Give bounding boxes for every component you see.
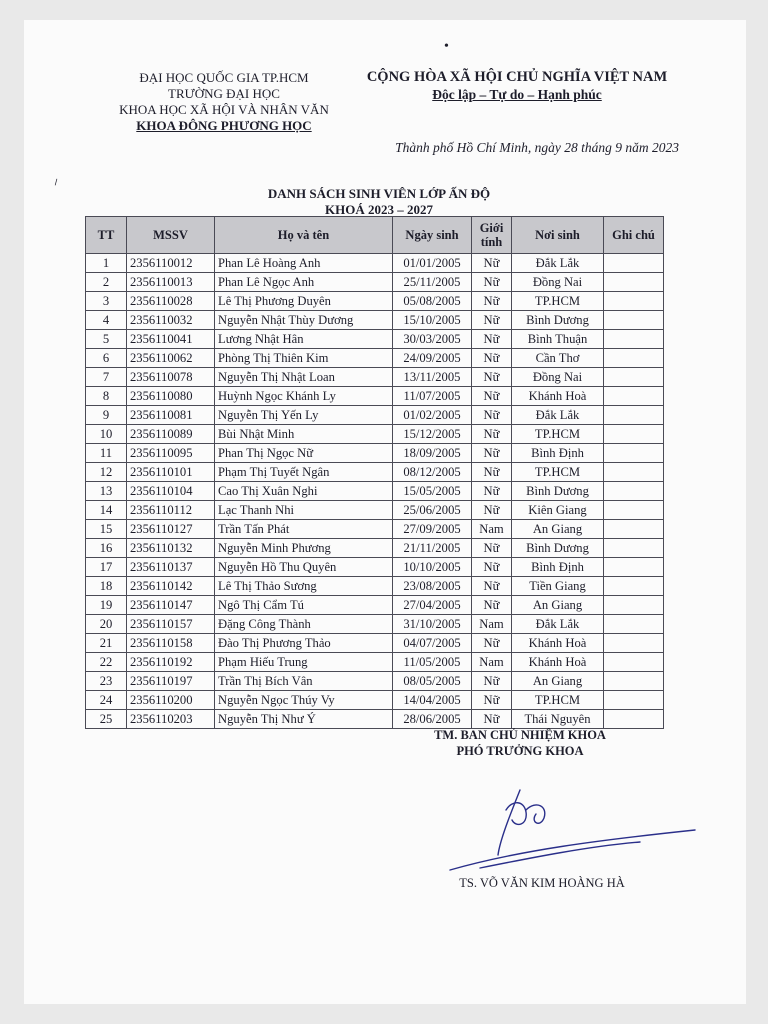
cell-mssv: 2356110112 bbox=[127, 501, 215, 520]
cell-mssv: 2356110080 bbox=[127, 387, 215, 406]
cell-name: Lạc Thanh Nhi bbox=[215, 501, 393, 520]
cell-place: Bình Dương bbox=[512, 311, 604, 330]
table-row bbox=[86, 273, 664, 292]
cell-tt: 17 bbox=[86, 558, 127, 577]
col-header-place: Nơi sinh bbox=[512, 217, 604, 254]
cell-note bbox=[604, 273, 664, 292]
cell-tt: 24 bbox=[86, 691, 127, 710]
cell-gender: Nữ bbox=[472, 463, 512, 482]
cell-name: Bùi Nhật Minh bbox=[215, 425, 393, 444]
col-header-gender: Giới tính bbox=[472, 217, 512, 254]
table-row bbox=[86, 349, 664, 368]
table-row bbox=[86, 558, 664, 577]
cell-note bbox=[604, 349, 664, 368]
cell-tt: 16 bbox=[86, 539, 127, 558]
student-roster-table bbox=[85, 216, 664, 729]
cell-tt: 20 bbox=[86, 615, 127, 634]
cell-name: Lê Thị Thảo Sương bbox=[215, 577, 393, 596]
cell-name: Lương Nhật Hân bbox=[215, 330, 393, 349]
cell-gender: Nam bbox=[472, 520, 512, 539]
cell-place: Đắk Lắk bbox=[512, 254, 604, 273]
cell-note bbox=[604, 558, 664, 577]
table-row bbox=[86, 710, 664, 729]
table-row bbox=[86, 520, 664, 539]
cell-place: Cần Thơ bbox=[512, 349, 604, 368]
cell-note bbox=[604, 482, 664, 501]
cell-mssv: 2356110142 bbox=[127, 577, 215, 596]
cell-name: Trần Tấn Phát bbox=[215, 520, 393, 539]
cell-gender: Nữ bbox=[472, 558, 512, 577]
cell-mssv: 2356110089 bbox=[127, 425, 215, 444]
cell-gender: Nữ bbox=[472, 482, 512, 501]
cell-gender: Nữ bbox=[472, 254, 512, 273]
table-row bbox=[86, 463, 664, 482]
cell-mssv: 2356110158 bbox=[127, 634, 215, 653]
cell-tt: 11 bbox=[86, 444, 127, 463]
cell-tt: 14 bbox=[86, 501, 127, 520]
cell-gender: Nữ bbox=[472, 710, 512, 729]
cell-dob: 21/11/2005 bbox=[393, 539, 472, 558]
table-row bbox=[86, 577, 664, 596]
cell-place: Thái Nguyên bbox=[512, 710, 604, 729]
cell-place: Bình Định bbox=[512, 558, 604, 577]
cell-mssv: 2356110032 bbox=[127, 311, 215, 330]
table-row bbox=[86, 691, 664, 710]
cell-tt: 4 bbox=[86, 311, 127, 330]
cell-gender: Nữ bbox=[472, 292, 512, 311]
cell-place: Bình Dương bbox=[512, 482, 604, 501]
cell-mssv: 2356110095 bbox=[127, 444, 215, 463]
cell-mssv: 2356110081 bbox=[127, 406, 215, 425]
cell-tt: 2 bbox=[86, 273, 127, 292]
cell-name: Nguyễn Minh Phương bbox=[215, 539, 393, 558]
cell-dob: 10/10/2005 bbox=[393, 558, 472, 577]
document-title bbox=[184, 186, 574, 218]
cell-gender: Nữ bbox=[472, 634, 512, 653]
table-row bbox=[86, 653, 664, 672]
cell-dob: 05/08/2005 bbox=[393, 292, 472, 311]
university-name: ĐẠI HỌC QUỐC GIA TP.HCM bbox=[139, 70, 309, 85]
cell-name: Phạm Hiếu Trung bbox=[215, 653, 393, 672]
cell-place: TP.HCM bbox=[512, 691, 604, 710]
cell-mssv: 2356110203 bbox=[127, 710, 215, 729]
cell-dob: 11/05/2005 bbox=[393, 653, 472, 672]
cell-note bbox=[604, 254, 664, 273]
cell-name: Phan Thị Ngọc Nữ bbox=[215, 444, 393, 463]
cell-mssv: 2356110200 bbox=[127, 691, 215, 710]
table-row bbox=[86, 634, 664, 653]
cell-place: TP.HCM bbox=[512, 292, 604, 311]
cell-dob: 18/09/2005 bbox=[393, 444, 472, 463]
table-body bbox=[86, 254, 664, 729]
cell-tt: 3 bbox=[86, 292, 127, 311]
cell-note bbox=[604, 406, 664, 425]
cell-dob: 31/10/2005 bbox=[393, 615, 472, 634]
cell-gender: Nữ bbox=[472, 501, 512, 520]
cell-dob: 13/11/2005 bbox=[393, 368, 472, 387]
cell-place: Đồng Nai bbox=[512, 273, 604, 292]
school-name-line1: TRƯỜNG ĐẠI HỌC bbox=[168, 86, 280, 101]
cell-tt: 10 bbox=[86, 425, 127, 444]
cell-note bbox=[604, 634, 664, 653]
col-header-name: Họ và tên bbox=[215, 217, 393, 254]
cell-tt: 6 bbox=[86, 349, 127, 368]
cell-dob: 23/08/2005 bbox=[393, 577, 472, 596]
cell-dob: 24/09/2005 bbox=[393, 349, 472, 368]
cell-mssv: 2356110192 bbox=[127, 653, 215, 672]
cell-mssv: 2356110137 bbox=[127, 558, 215, 577]
cell-note bbox=[604, 368, 664, 387]
cell-mssv: 2356110062 bbox=[127, 349, 215, 368]
col-header-dob: Ngày sinh bbox=[393, 217, 472, 254]
signer-name: TS. VÕ VĂN KIM HOÀNG HÀ bbox=[459, 876, 625, 890]
cell-gender: Nam bbox=[472, 615, 512, 634]
cell-place: TP.HCM bbox=[512, 425, 604, 444]
signature-role-line2: PHÓ TRƯỞNG KHOA bbox=[456, 744, 584, 758]
title-line1: DANH SÁCH SINH VIÊN LỚP ẤN ĐỘ bbox=[267, 186, 491, 201]
cell-gender: Nữ bbox=[472, 311, 512, 330]
signature-block bbox=[400, 727, 640, 759]
cell-name: Lê Thị Phương Duyên bbox=[215, 292, 393, 311]
cell-mssv: 2356110101 bbox=[127, 463, 215, 482]
table-row bbox=[86, 672, 664, 691]
table-row bbox=[86, 482, 664, 501]
cell-place: TP.HCM bbox=[512, 463, 604, 482]
cell-tt: 13 bbox=[86, 482, 127, 501]
cell-name: Nguyễn Ngọc Thúy Vy bbox=[215, 691, 393, 710]
cell-note bbox=[604, 539, 664, 558]
cell-place: Đắk Lắk bbox=[512, 615, 604, 634]
cell-dob: 08/05/2005 bbox=[393, 672, 472, 691]
cell-name: Nguyễn Thị Nhật Loan bbox=[215, 368, 393, 387]
cell-note bbox=[604, 710, 664, 729]
cell-name: Đào Thị Phương Thảo bbox=[215, 634, 393, 653]
cell-place: Bình Định bbox=[512, 444, 604, 463]
table-header-row bbox=[86, 217, 664, 254]
cell-dob: 01/02/2005 bbox=[393, 406, 472, 425]
cell-mssv: 2356110012 bbox=[127, 254, 215, 273]
cell-note bbox=[604, 463, 664, 482]
cell-dob: 15/05/2005 bbox=[393, 482, 472, 501]
cell-tt: 21 bbox=[86, 634, 127, 653]
cell-name: Nguyễn Hồ Thu Quyên bbox=[215, 558, 393, 577]
cell-gender: Nữ bbox=[472, 368, 512, 387]
cell-name: Đặng Công Thành bbox=[215, 615, 393, 634]
table-row bbox=[86, 425, 664, 444]
signature-role-line1: TM. BAN CHỦ NHIỆM KHOA bbox=[434, 728, 606, 742]
cell-gender: Nữ bbox=[472, 691, 512, 710]
cell-note bbox=[604, 520, 664, 539]
cell-gender: Nữ bbox=[472, 577, 512, 596]
cell-tt: 19 bbox=[86, 596, 127, 615]
cell-dob: 01/01/2005 bbox=[393, 254, 472, 273]
cell-place: Bình Dương bbox=[512, 539, 604, 558]
cell-tt: 18 bbox=[86, 577, 127, 596]
cell-name: Nguyễn Thị Như Ý bbox=[215, 710, 393, 729]
cell-tt: 1 bbox=[86, 254, 127, 273]
cell-dob: 11/07/2005 bbox=[393, 387, 472, 406]
cell-name: Nguyễn Thị Yến Ly bbox=[215, 406, 393, 425]
cell-tt: 25 bbox=[86, 710, 127, 729]
cell-dob: 27/09/2005 bbox=[393, 520, 472, 539]
scan-speck: • bbox=[444, 39, 449, 54]
cell-gender: Nữ bbox=[472, 349, 512, 368]
cell-place: An Giang bbox=[512, 520, 604, 539]
cell-name: Trần Thị Bích Vân bbox=[215, 672, 393, 691]
cell-tt: 22 bbox=[86, 653, 127, 672]
cell-name: Huỳnh Ngọc Khánh Ly bbox=[215, 387, 393, 406]
table-row bbox=[86, 501, 664, 520]
cell-note bbox=[604, 501, 664, 520]
cell-tt: 7 bbox=[86, 368, 127, 387]
cell-dob: 08/12/2005 bbox=[393, 463, 472, 482]
cell-place: Khánh Hoà bbox=[512, 634, 604, 653]
cell-note bbox=[604, 653, 664, 672]
cell-name: Phan Lê Ngọc Anh bbox=[215, 273, 393, 292]
cell-dob: 25/06/2005 bbox=[393, 501, 472, 520]
cell-name: Ngô Thị Cẩm Tú bbox=[215, 596, 393, 615]
cell-mssv: 2356110157 bbox=[127, 615, 215, 634]
cell-gender: Nữ bbox=[472, 539, 512, 558]
cell-dob: 27/04/2005 bbox=[393, 596, 472, 615]
school-name-line2: KHOA HỌC XÃ HỘI VÀ NHÂN VĂN bbox=[119, 102, 329, 117]
cell-gender: Nữ bbox=[472, 425, 512, 444]
cell-mssv: 2356110028 bbox=[127, 292, 215, 311]
col-header-tt: TT bbox=[86, 217, 127, 254]
table-row bbox=[86, 406, 664, 425]
national-header bbox=[352, 68, 682, 103]
table-row bbox=[86, 615, 664, 634]
cell-mssv: 2356110041 bbox=[127, 330, 215, 349]
cell-tt: 15 bbox=[86, 520, 127, 539]
cell-note bbox=[604, 615, 664, 634]
handwritten-signature bbox=[440, 770, 700, 880]
cell-mssv: 2356110078 bbox=[127, 368, 215, 387]
col-header-mssv: MSSV bbox=[127, 217, 215, 254]
pen-mark: ⸝ bbox=[48, 172, 62, 189]
cell-gender: Nữ bbox=[472, 406, 512, 425]
cell-mssv: 2356110147 bbox=[127, 596, 215, 615]
institution-header bbox=[94, 70, 354, 134]
cell-place: Khánh Hoà bbox=[512, 653, 604, 672]
table-row bbox=[86, 539, 664, 558]
cell-note bbox=[604, 425, 664, 444]
cell-gender: Nữ bbox=[472, 672, 512, 691]
cell-dob: 04/07/2005 bbox=[393, 634, 472, 653]
table-row bbox=[86, 330, 664, 349]
cell-tt: 8 bbox=[86, 387, 127, 406]
cell-note bbox=[604, 330, 664, 349]
cell-tt: 23 bbox=[86, 672, 127, 691]
cell-note bbox=[604, 311, 664, 330]
cell-dob: 14/04/2005 bbox=[393, 691, 472, 710]
cell-gender: Nữ bbox=[472, 387, 512, 406]
cell-place: An Giang bbox=[512, 596, 604, 615]
cell-gender: Nữ bbox=[472, 330, 512, 349]
cell-note bbox=[604, 691, 664, 710]
cell-place: Kiên Giang bbox=[512, 501, 604, 520]
cell-dob: 15/12/2005 bbox=[393, 425, 472, 444]
cell-gender: Nam bbox=[472, 653, 512, 672]
cell-dob: 28/06/2005 bbox=[393, 710, 472, 729]
cell-note bbox=[604, 577, 664, 596]
cell-dob: 30/03/2005 bbox=[393, 330, 472, 349]
title-line2: KHOÁ 2023 – 2027 bbox=[325, 202, 433, 217]
cell-mssv: 2356110104 bbox=[127, 482, 215, 501]
table-row bbox=[86, 368, 664, 387]
cell-place: Đồng Nai bbox=[512, 368, 604, 387]
cell-name: Phạm Thị Tuyết Ngân bbox=[215, 463, 393, 482]
table-row bbox=[86, 254, 664, 273]
cell-place: Bình Thuận bbox=[512, 330, 604, 349]
cell-gender: Nữ bbox=[472, 273, 512, 292]
cell-name: Nguyễn Nhật Thùy Dương bbox=[215, 311, 393, 330]
cell-name: Cao Thị Xuân Nghi bbox=[215, 482, 393, 501]
table-row bbox=[86, 596, 664, 615]
date-place-line: Thành phố Hồ Chí Minh, ngày 28 tháng 9 năm 2023 bbox=[395, 140, 679, 155]
cell-mssv: 2356110132 bbox=[127, 539, 215, 558]
cell-gender: Nữ bbox=[472, 444, 512, 463]
department-name: KHOA ĐÔNG PHƯƠNG HỌC bbox=[136, 118, 312, 133]
table-row bbox=[86, 444, 664, 463]
cell-mssv: 2356110013 bbox=[127, 273, 215, 292]
cell-place: Khánh Hoà bbox=[512, 387, 604, 406]
cell-place: Đắk Lắk bbox=[512, 406, 604, 425]
cell-note bbox=[604, 596, 664, 615]
cell-note bbox=[604, 444, 664, 463]
national-motto: Độc lập – Tự do – Hạnh phúc bbox=[432, 87, 602, 102]
cell-name: Phòng Thị Thiên Kim bbox=[215, 349, 393, 368]
cell-note bbox=[604, 672, 664, 691]
col-header-note: Ghi chú bbox=[604, 217, 664, 254]
cell-dob: 25/11/2005 bbox=[393, 273, 472, 292]
cell-tt: 5 bbox=[86, 330, 127, 349]
table-row bbox=[86, 292, 664, 311]
cell-place: Tiền Giang bbox=[512, 577, 604, 596]
cell-note bbox=[604, 387, 664, 406]
cell-tt: 9 bbox=[86, 406, 127, 425]
republic-title: CỘNG HÒA XÃ HỘI CHỦ NGHĨA VIỆT NAM bbox=[366, 69, 668, 85]
table-row bbox=[86, 387, 664, 406]
cell-mssv: 2356110127 bbox=[127, 520, 215, 539]
table-row bbox=[86, 311, 664, 330]
cell-mssv: 2356110197 bbox=[127, 672, 215, 691]
cell-place: An Giang bbox=[512, 672, 604, 691]
cell-name: Phan Lê Hoàng Anh bbox=[215, 254, 393, 273]
cell-dob: 15/10/2005 bbox=[393, 311, 472, 330]
cell-gender: Nữ bbox=[472, 596, 512, 615]
cell-tt: 12 bbox=[86, 463, 127, 482]
cell-note bbox=[604, 292, 664, 311]
